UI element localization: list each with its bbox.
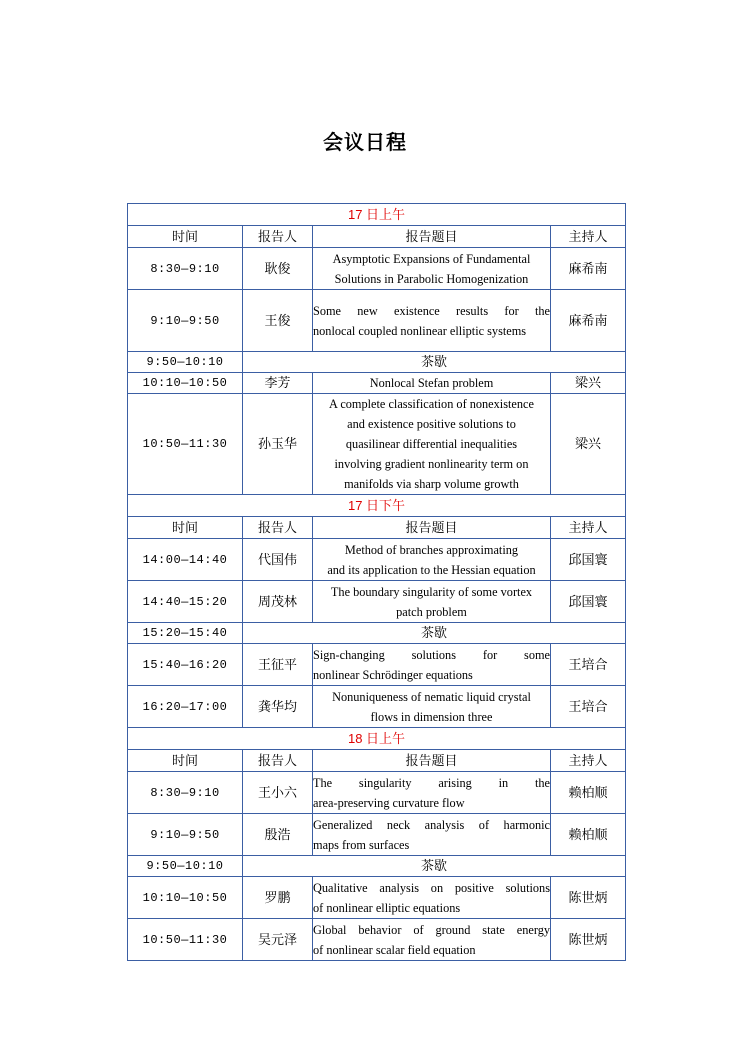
topic-line: manifolds via sharp volume growth: [344, 477, 519, 491]
host-cell: 梁兴: [551, 394, 626, 495]
topic-cell: [313, 772, 551, 814]
speaker-cell: 李芳: [243, 373, 313, 394]
host-cell: 王培合: [551, 644, 626, 686]
time-cell: 9:50—10:10: [128, 352, 243, 373]
host-cell: 陈世炳: [551, 877, 626, 919]
schedule-table: [127, 203, 626, 961]
topic-line: The boundary singularity of some vortex: [330, 584, 533, 599]
header-host: 主持人: [551, 517, 626, 539]
header-row: [128, 226, 626, 248]
section-label: 18 日上午: [128, 728, 626, 750]
section-row: [128, 204, 626, 226]
topic-cell: [313, 877, 551, 919]
header-speaker: 报告人: [243, 226, 313, 248]
speaker-cell: 王小六: [243, 772, 313, 814]
header-speaker: 报告人: [243, 517, 313, 539]
topic-cell: [313, 539, 551, 581]
host-cell: 陈世炳: [551, 919, 626, 961]
table-row: [128, 644, 626, 686]
header-time: 时间: [128, 226, 243, 248]
topic-line: quasilinear differential inequalities: [345, 437, 518, 451]
speaker-cell: 耿俊: [243, 248, 313, 290]
header-topic: 报告题目: [313, 750, 551, 772]
header-speaker: 报告人: [243, 750, 313, 772]
topic-line: of nonlinear elliptic equations: [313, 900, 461, 915]
topic-line: nonlinear Schrödinger equations: [313, 667, 473, 682]
topic-line: Global behavior of ground state energy: [313, 922, 550, 937]
time-cell: 15:40—16:20: [128, 644, 243, 686]
host-cell: 邱国寰: [551, 581, 626, 623]
time-cell: 15:20—15:40: [128, 623, 243, 644]
topic-cell: [313, 581, 551, 623]
table-row: [128, 772, 626, 814]
time-cell: 9:10—9:50: [128, 814, 243, 856]
topic-line: Sign-changing solutions for some: [313, 647, 550, 662]
topic-line: flows in dimension three: [370, 709, 493, 724]
topic-cell: [313, 373, 551, 394]
table-row: [128, 919, 626, 961]
table-row: [128, 248, 626, 290]
tea-break-label: 茶歇: [243, 623, 626, 644]
topic-cell: [313, 919, 551, 961]
table-row: [128, 581, 626, 623]
section-label: 17 日下午: [128, 495, 626, 517]
header-time: 时间: [128, 750, 243, 772]
time-cell: 9:50—10:10: [128, 856, 243, 877]
speaker-cell: 周茂林: [243, 581, 313, 623]
table-row: [128, 539, 626, 581]
host-cell: 邱国寰: [551, 539, 626, 581]
time-cell: 14:00—14:40: [128, 539, 243, 581]
header-topic: 报告题目: [313, 226, 551, 248]
speaker-cell: 代国伟: [243, 539, 313, 581]
topic-line: patch problem: [396, 604, 467, 619]
section-label: 17 日上午: [128, 204, 626, 226]
host-cell: 王培合: [551, 686, 626, 728]
speaker-cell: 罗鹏: [243, 877, 313, 919]
header-host: 主持人: [551, 750, 626, 772]
topic-line: Nonlocal Stefan problem: [369, 376, 494, 390]
topic-line: area-preserving curvature flow: [313, 795, 465, 810]
topic-line: Nonuniqueness of nematic liquid crystal: [332, 689, 531, 704]
topic-line: Qualitative analysis on positive solutions: [313, 880, 550, 895]
section-row: [128, 728, 626, 750]
header-topic: 报告题目: [313, 517, 551, 539]
host-cell: 赖柏顺: [551, 772, 626, 814]
time-cell: 16:20—17:00: [128, 686, 243, 728]
table-row: [128, 877, 626, 919]
topic-line: Some new existence results for the: [313, 303, 550, 318]
table-row: [128, 686, 626, 728]
topic-cell: [313, 290, 551, 352]
table-row: [128, 814, 626, 856]
topic-line: The singularity arising in the: [313, 775, 550, 790]
speaker-cell: 孙玉华: [243, 394, 313, 495]
speaker-cell: 王俊: [243, 290, 313, 352]
tea-break-label: 茶歇: [243, 352, 626, 373]
time-cell: 10:50—11:30: [128, 919, 243, 961]
host-cell: 梁兴: [551, 373, 626, 394]
header-row: [128, 517, 626, 539]
schedule-body: [128, 204, 626, 961]
table-row: [128, 394, 626, 495]
speaker-cell: 王征平: [243, 644, 313, 686]
break-row: [128, 856, 626, 877]
time-cell: 8:30—9:10: [128, 248, 243, 290]
time-cell: 8:30—9:10: [128, 772, 243, 814]
topic-line: nonlocal coupled nonlinear elliptic systems: [313, 323, 527, 338]
header-row: [128, 750, 626, 772]
page-title: 会议日程: [323, 130, 407, 154]
break-row: [128, 623, 626, 644]
speaker-cell: 殷浩: [243, 814, 313, 856]
host-cell: 麻希南: [551, 290, 626, 352]
topic-line: involving gradient nonlinearity term on: [334, 457, 529, 471]
tea-break-label: 茶歇: [243, 856, 626, 877]
topic-cell: [313, 394, 551, 495]
time-cell: 14:40—15:20: [128, 581, 243, 623]
section-row: [128, 495, 626, 517]
host-cell: 麻希南: [551, 248, 626, 290]
topic-line: maps from surfaces: [313, 837, 410, 852]
topic-line: Asymptotic Expansions of Fundamental: [332, 251, 531, 266]
time-cell: 10:10—10:50: [128, 877, 243, 919]
time-cell: 10:10—10:50: [128, 373, 243, 394]
header-time: 时间: [128, 517, 243, 539]
topic-line: A complete classification of nonexistence: [329, 397, 534, 411]
topic-line: Method of branches approximating: [344, 542, 519, 557]
topic-cell: [313, 686, 551, 728]
table-row: [128, 373, 626, 394]
topic-cell: [313, 814, 551, 856]
header-host: 主持人: [551, 226, 626, 248]
speaker-cell: 龚华均: [243, 686, 313, 728]
time-cell: 10:50—11:30: [128, 394, 243, 495]
topic-line: and existence positive solutions to: [347, 417, 516, 431]
time-cell: 9:10—9:50: [128, 290, 243, 352]
host-cell: 赖柏顺: [551, 814, 626, 856]
topic-line: Generalized neck analysis of harmonic: [313, 817, 550, 832]
topic-line: of nonlinear scalar field equation: [313, 942, 476, 957]
table-row: [128, 290, 626, 352]
break-row: [128, 352, 626, 373]
topic-cell: [313, 644, 551, 686]
speaker-cell: 吴元泽: [243, 919, 313, 961]
topic-line: Solutions in Parabolic Homogenization: [334, 271, 529, 286]
topic-line: and its application to the Hessian equation: [327, 562, 536, 577]
topic-cell: [313, 248, 551, 290]
